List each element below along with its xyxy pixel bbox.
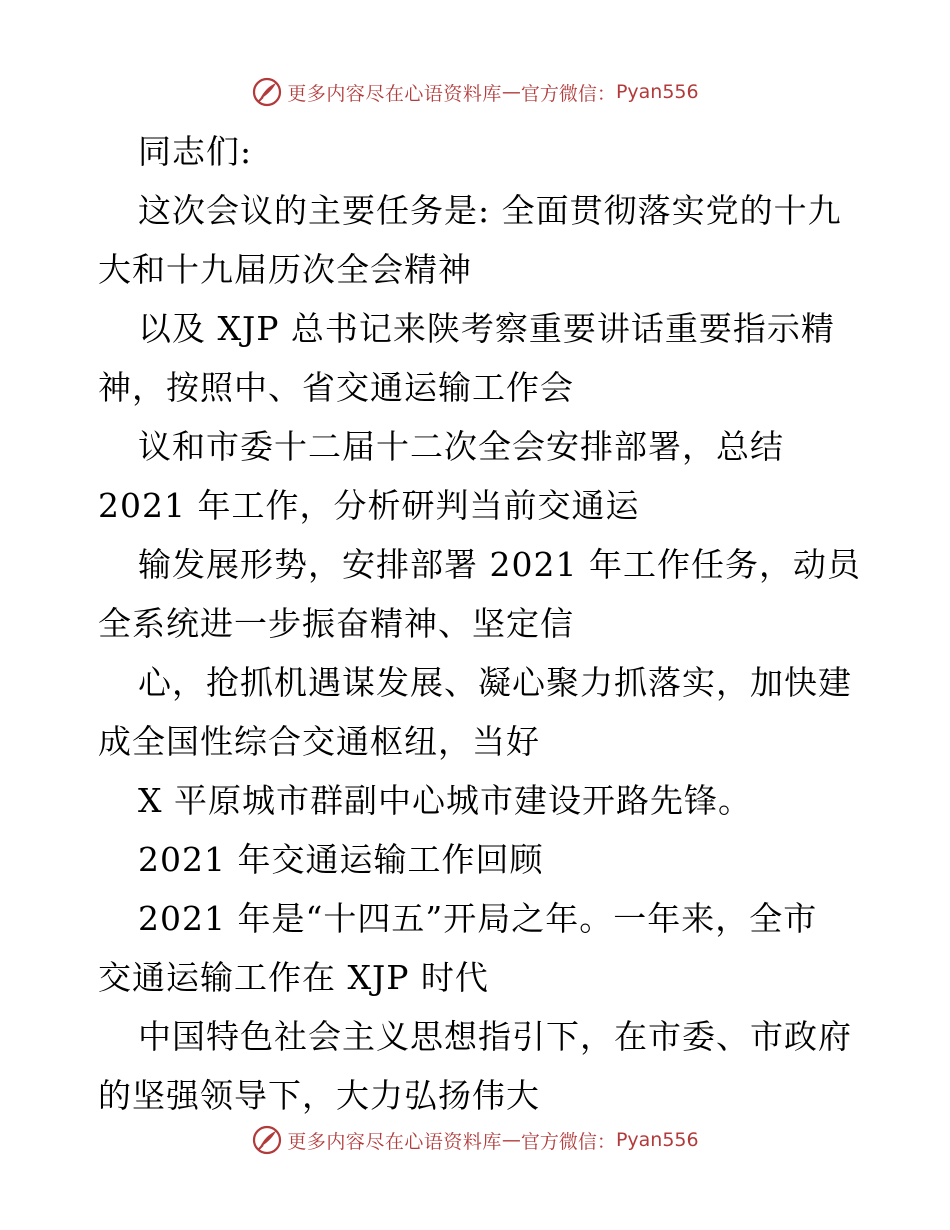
- text-line: 同志们:: [138, 132, 253, 171]
- text-line: 这次会议的主要任务是: 全面贯彻落实党的十九: [138, 191, 842, 230]
- watermark-text-main: 更多内容尽在心语资料库: [287, 82, 502, 105]
- feather-pen-logo-icon: [251, 1124, 283, 1156]
- watermark-separator: —: [501, 81, 521, 103]
- text-line: 心，抢抓机遇谋发展、凝心聚力抓落实，加快建: [138, 663, 852, 702]
- feather-pen-logo-icon: [251, 76, 283, 108]
- watermark-text-main: 更多内容尽在心语资料库: [287, 1130, 502, 1153]
- watermark-label: 官方微信：: [520, 82, 616, 105]
- text-line: 全系统进一步振奋精神、坚定信: [98, 604, 574, 643]
- text-line: X 平原城市群副中心城市建设开路先锋。: [138, 781, 752, 820]
- text-line: 2021 年是“十四五”开局之年。一年来，全市: [138, 899, 818, 938]
- text-line: 2021 年工作，分析研判当前交通运: [98, 486, 640, 525]
- text-line: 中国特色社会主义思想指引下，在市委、市政府: [138, 1017, 852, 1056]
- watermark-label: 官方微信：: [520, 1130, 616, 1153]
- text-line: 以及 XJP 总书记来陕考察重要讲话重要指示精: [138, 309, 835, 348]
- footer-watermark: [0, 1120, 950, 1160]
- document-body: [98, 122, 861, 1125]
- text-line: 交通运输工作在 XJP 时代: [98, 958, 489, 997]
- text-line: 2021 年交通运输工作回顾: [138, 840, 544, 879]
- text-line: 输发展形势，安排部署 2021 年工作任务，动员: [138, 545, 861, 584]
- watermark-wechat-id: Pyan556: [615, 81, 699, 103]
- watermark-separator: —: [501, 1129, 521, 1151]
- text-line: 大和十九届历次全会精神: [98, 250, 472, 289]
- text-line: 神，按照中、省交通运输工作会: [98, 368, 574, 407]
- text-line: 的坚强领导下，大力弘扬伟大: [98, 1076, 540, 1115]
- text-line: 成全国性综合交通枢纽，当好: [98, 722, 540, 761]
- watermark-wechat-id: Pyan556: [615, 1129, 699, 1151]
- text-line: 议和市委十二届十二次全会安排部署，总结: [138, 427, 784, 466]
- header-watermark: [0, 72, 950, 112]
